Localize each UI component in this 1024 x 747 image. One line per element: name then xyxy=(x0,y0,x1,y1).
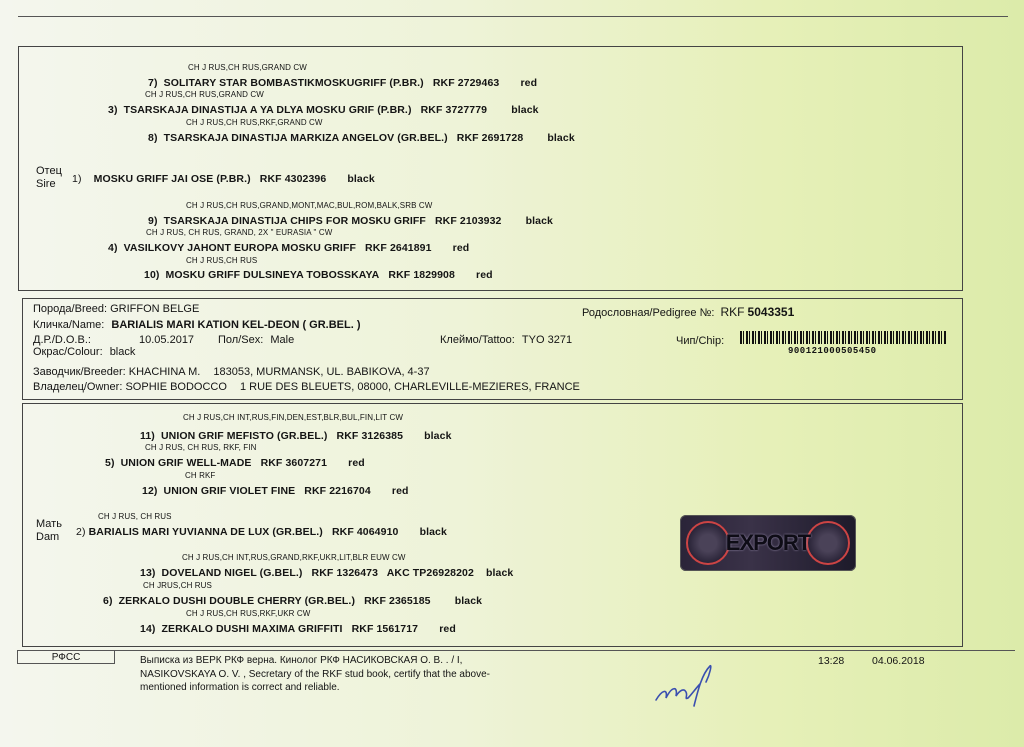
name-row xyxy=(33,319,361,331)
dog-colour: black xyxy=(424,430,452,442)
dob-label: Д.Р./D.O.B.: xyxy=(33,334,91,346)
breeder-row xyxy=(33,366,430,378)
sire-entry-9-titles: CH J RUS,CH RUS,GRAND,MONT,MAC,BUL,ROM,BALK,SRB CW xyxy=(186,201,433,210)
dog-name: UNION GRIF MEFISTO (GR.BEL.) xyxy=(160,430,328,442)
breed-value: GRIFFON BELGE xyxy=(110,303,200,315)
entry-num: 8) xyxy=(148,132,158,144)
reg-number: RKF 2641891 xyxy=(365,242,432,254)
sire-label-ru: Отец xyxy=(36,165,62,177)
reg-number: RKF 2216704 xyxy=(304,485,371,497)
dam-entry-14 xyxy=(140,623,456,635)
dam-entry-12-titles: CH RKF xyxy=(185,471,216,480)
footer-org-cell xyxy=(17,650,115,664)
dog-name: TSARSKAJA DINASTIJA A YA DLYA MOSKU GRIF (P.BR.) xyxy=(123,104,412,116)
reg-number: RKF 2365185 xyxy=(364,595,431,607)
sire-entry-1 xyxy=(72,173,375,185)
akc-number: AKC TP26928202 xyxy=(386,567,474,579)
owner-address: 1 RUE DES BLEUETS, 08000, CHARLEVILLE-MEZIERES, FRANCE xyxy=(240,381,580,393)
reg-number: RKF 4064910 xyxy=(331,526,399,538)
sire-entry-3 xyxy=(108,104,539,116)
top-border-line xyxy=(18,16,1008,17)
dog-name: ZERKALO DUSHI DOUBLE CHERRY (GR.BEL.) xyxy=(118,595,356,607)
reg-number: RKF 2103932 xyxy=(435,215,502,227)
breeder-label: Заводчик/Breeder: xyxy=(33,366,126,378)
owner-value: SOPHIE BODOCCO xyxy=(125,381,227,393)
dam-label-ru: Мать xyxy=(36,518,62,530)
dam-entry-11 xyxy=(140,430,452,442)
signature-icon xyxy=(650,660,730,712)
entry-num: 6) xyxy=(103,595,113,607)
entry-num: 2) xyxy=(76,526,86,538)
footer-line-rule xyxy=(115,650,1015,651)
dam-entry-5 xyxy=(105,457,365,469)
footer-text-2: NASIKOVSKAYA O. V. , Secretary of the RKF stud book, certify that the above- xyxy=(140,669,490,680)
sire-label-en: Sire xyxy=(36,178,56,190)
chip-label: Чип/Chip: xyxy=(676,335,725,347)
breeder-address: 183053, MURMANSK, UL. BABIKOVA, 4-37 xyxy=(213,366,430,378)
dog-name: BARIALIS MARI YUVIANNA DE LUX (GR.BEL.) xyxy=(88,526,323,538)
reg-number: RKF 3126385 xyxy=(336,430,404,442)
entry-num: 5) xyxy=(105,457,115,469)
dob-value: 10.05.2017 xyxy=(139,334,195,346)
sire-entry-10 xyxy=(144,269,493,281)
dog-name: MOSKU GRIFF DULSINEYA TOBOSSKAYA xyxy=(165,269,380,281)
sire-entry-4 xyxy=(108,242,469,254)
pedigree-row xyxy=(582,305,794,319)
dam-entry-13 xyxy=(140,567,513,579)
breed-row xyxy=(33,303,199,315)
dog-name: ZERKALO DUSHI MAXIMA GRIFFITI xyxy=(161,623,343,635)
footer-date: 04.06.2018 xyxy=(872,655,925,667)
dam-entry-11-titles: CH J RUS,CH INT,RUS,FIN,DEN,EST,BLR,BUL,FIN,LIT CW xyxy=(183,413,403,422)
dog-colour: black xyxy=(347,173,375,185)
sire-entry-8-titles: CH J RUS,CH RUS,RKF,GRAND CW xyxy=(186,118,323,127)
entry-num: 4) xyxy=(108,242,118,254)
dog-name: DOVELAND NIGEL (G.BEL.) xyxy=(161,567,303,579)
dog-colour: black xyxy=(525,215,553,227)
dog-name: SOLITARY STAR BOMBASTIKMOSKUGRIFF (P.BR.) xyxy=(163,77,424,89)
footer-text-3: mentioned information is correct and reliable. xyxy=(140,682,340,693)
dog-colour: red xyxy=(439,623,456,635)
dam-entry-2 xyxy=(76,526,447,538)
reg-number: RKF 2691728 xyxy=(456,132,524,144)
pedigree-prefix: RKF xyxy=(720,305,745,319)
sire-entry-9 xyxy=(148,215,553,227)
reg-number: RKF 3727779 xyxy=(420,104,488,116)
tattoo-value: TYO 3271 xyxy=(521,334,573,346)
dog-name: TSARSKAJA DINASTIJA CHIPS FOR MOSKU GRIFF xyxy=(163,215,426,227)
dam-entry-14-titles: CH J RUS,CH RUS,RKF,UKR CW xyxy=(186,609,311,618)
sex-value: Male xyxy=(270,334,295,346)
reg-number: RKF 2729463 xyxy=(432,77,500,89)
sire-entry-10-titles: CH J RUS,CH RUS xyxy=(186,256,258,265)
sex-row xyxy=(218,334,294,346)
dog-colour: black xyxy=(454,595,483,607)
colour-row xyxy=(33,346,135,358)
seal-text: EXPORT xyxy=(725,530,811,555)
dog-colour: red xyxy=(391,485,409,497)
tattoo-label: Клеймо/Tattoo: xyxy=(440,334,515,346)
dam-entry-2-titles: CH J RUS, CH RUS xyxy=(98,512,172,521)
entry-num: 7) xyxy=(148,77,158,89)
sex-label: Пол/Sex: xyxy=(218,334,264,346)
entry-num: 14) xyxy=(140,623,156,635)
dog-name: TSARSKAJA DINASTIJA MARKIZA ANGELOV (GR.BEL.) xyxy=(163,132,448,144)
owner-row xyxy=(33,381,580,393)
dog-name: UNION GRIF VIOLET FINE xyxy=(163,485,296,497)
export-seal xyxy=(680,515,856,571)
reg-number: RKF 1326473 xyxy=(311,567,379,579)
entry-num: 11) xyxy=(140,430,155,442)
entry-num: 13) xyxy=(140,567,156,579)
dam-entry-6-titles: CH JRUS,CH RUS xyxy=(143,581,212,590)
colour-label: Окрас/Colour: xyxy=(33,346,103,358)
dog-name: MOSKU GRIFF JAI OSE (P.BR.) xyxy=(93,173,251,185)
chip-value: 900121000505450 xyxy=(788,346,877,356)
dog-name: UNION GRIF WELL-MADE xyxy=(120,457,252,469)
name-label: Кличка/Name: xyxy=(33,319,105,331)
entry-num: 12) xyxy=(142,485,158,497)
dam-entry-5-titles: CH J RUS, CH RUS, RKF, FIN xyxy=(145,443,257,452)
tattoo-row xyxy=(440,334,572,346)
entry-num: 1) xyxy=(72,173,82,185)
entry-num: 9) xyxy=(148,215,158,227)
colour-value: black xyxy=(109,346,136,358)
entry-num: 3) xyxy=(108,104,118,116)
footer-time: 13:28 xyxy=(818,655,845,667)
sire-entry-3-titles: CH J RUS,CH RUS,GRAND CW xyxy=(145,90,264,99)
owner-label: Владелец/Owner: xyxy=(33,381,123,393)
dog-colour: red xyxy=(348,457,365,469)
dog-colour: red xyxy=(476,269,493,281)
chip-barcode xyxy=(740,331,946,344)
dog-colour: black xyxy=(419,526,447,538)
sire-entry-7 xyxy=(148,77,537,89)
dam-entry-12 xyxy=(142,485,409,497)
reg-number: RKF 1829908 xyxy=(388,269,455,281)
dog-colour: red xyxy=(520,77,538,89)
reg-number: RKF 3607271 xyxy=(260,457,328,469)
sire-entry-8 xyxy=(148,132,575,144)
dog-name: VASILKOVY JAHONT EUROPA MOSKU GRIFF xyxy=(123,242,356,254)
footer-org: РФСС xyxy=(51,652,81,663)
sire-entry-7-titles: CH J RUS,CH RUS,GRAND CW xyxy=(188,63,307,72)
dog-colour: black xyxy=(485,567,514,579)
breed-label: Порода/Breed: xyxy=(33,303,108,315)
sire-entry-4-titles: CH J RUS, CH RUS, GRAND, 2X " EURASIA " CW xyxy=(146,228,333,237)
dog-colour: black xyxy=(511,104,539,116)
dam-entry-6 xyxy=(103,595,482,607)
dog-name-value: BARIALIS MARI KATION KEL-DEON ( GR.BEL. ) xyxy=(111,319,361,331)
reg-number: RKF 1561717 xyxy=(351,623,419,635)
dog-colour: black xyxy=(547,132,575,144)
reg-number: RKF 4302396 xyxy=(259,173,327,185)
footer-text-1: Выписка из ВЕРК РКФ верна. Кинолог РКФ НАСИКОВСКАЯ О. В. . / I, xyxy=(140,655,463,666)
dam-entry-13-titles: CH J RUS,CH INT,RUS,GRAND,RKF,UKR,LIT,BLR EUW CW xyxy=(182,553,406,562)
pedigree-label: Родословная/Pedigree №: xyxy=(582,307,715,319)
dam-label-en: Dam xyxy=(36,531,60,543)
entry-num: 10) xyxy=(144,269,160,281)
breeder-value: KHACHINA M. xyxy=(128,366,201,378)
dog-colour: red xyxy=(452,242,470,254)
pedigree-number: 5043351 xyxy=(747,305,795,319)
